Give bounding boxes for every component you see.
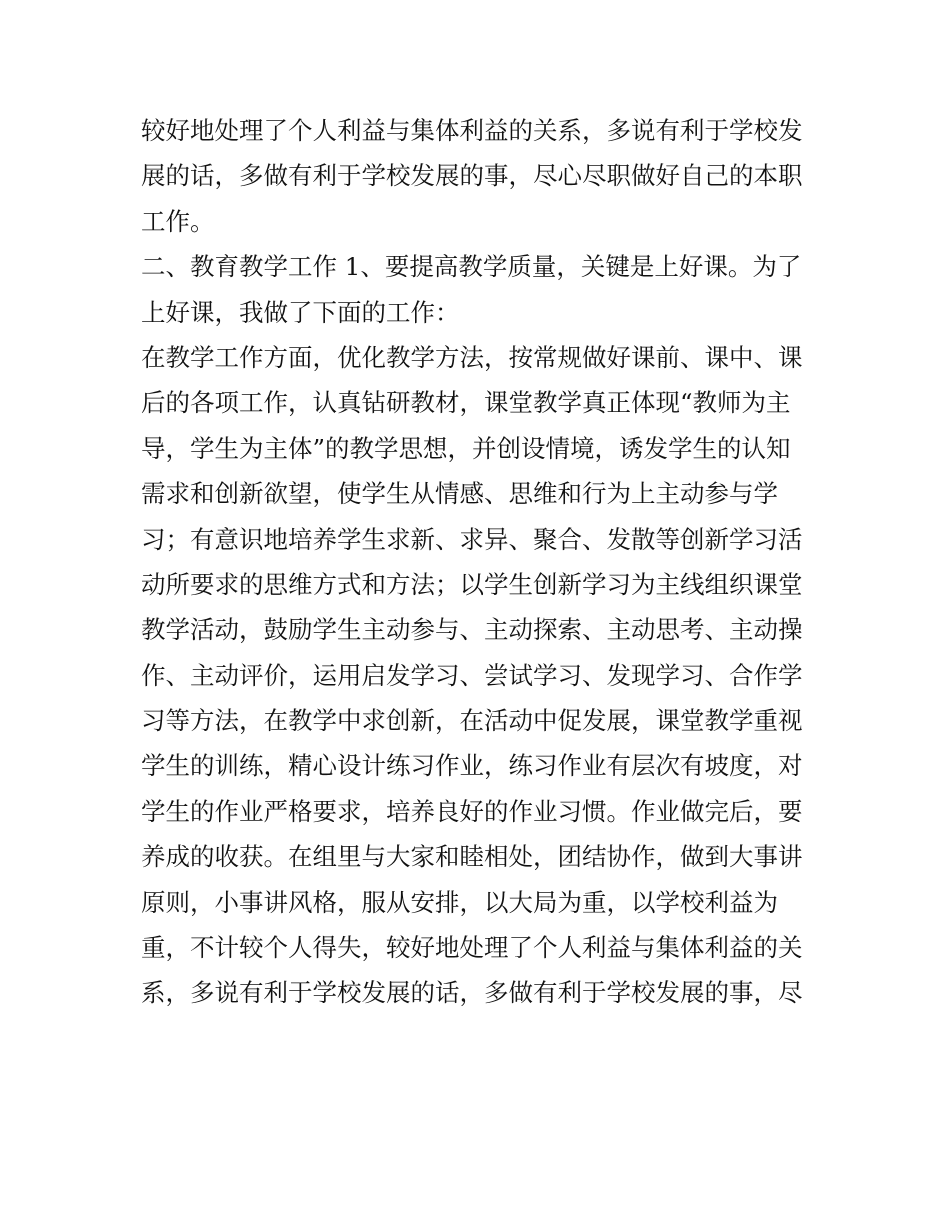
text-line: 重，不计较个人得失，较好地处理了个人利益与集体利益的关 <box>141 933 803 963</box>
text-line: 原则，小事讲风格，服从安排，以大局为重，以学校利益为 <box>141 887 778 917</box>
text-line: 工作。 <box>141 206 215 236</box>
text-line: 教学活动，鼓励学生主动参与、主动探索、主动思考、主动操 <box>141 615 803 645</box>
text-line: 学生的作业严格要求，培养良好的作业习惯。作业做完后，要 <box>141 796 803 826</box>
text-line: 系，多说有利于学校发展的话，多做有利于学校发展的事，尽 <box>141 978 803 1008</box>
text-line: 后的各项工作，认真钻研教材，课堂教学真正体现“教师为主 <box>141 388 791 418</box>
text-line: 需求和创新欲望，使学生从情感、思维和行为上主动参与学 <box>141 479 778 509</box>
text-line: 展的话，多做有利于学校发展的事，尽心尽职做好自己的本职 <box>141 161 803 191</box>
text-line: 学生的训练，精心设计练习作业，练习作业有层次有坡度，对 <box>141 751 803 781</box>
text-line: 习等方法，在教学中求创新，在活动中促发展，课堂教学重视 <box>141 706 803 736</box>
body-text <box>141 108 821 1016</box>
text-line: 较好地处理了个人利益与集体利益的关系，多说有利于学校发 <box>141 116 803 145</box>
text-line: 导，学生为主体”的教学思想，并创设情境，诱发学生的认知 <box>141 433 791 463</box>
text-line: 上好课，我做了下面的工作： <box>141 297 460 327</box>
section-heading-line: 二、教育教学工作 1、要提高教学质量，关键是上好课。为了 <box>141 252 802 282</box>
text-line: 习；有意识地培养学生求新、求异、聚合、发散等创新学习活 <box>141 524 803 554</box>
text-line: 在教学工作方面，优化教学方法，按常规做好课前、课中、课 <box>141 342 803 372</box>
text-line: 养成的收获。在组里与大家和睦相处，团结协作，做到大事讲 <box>141 842 803 872</box>
text-line: 作、主动评价，运用启发学习、尝试学习、发现学习、合作学 <box>141 660 803 690</box>
text-line: 动所要求的思维方式和方法；以学生创新学习为主线组织课堂 <box>141 569 803 599</box>
